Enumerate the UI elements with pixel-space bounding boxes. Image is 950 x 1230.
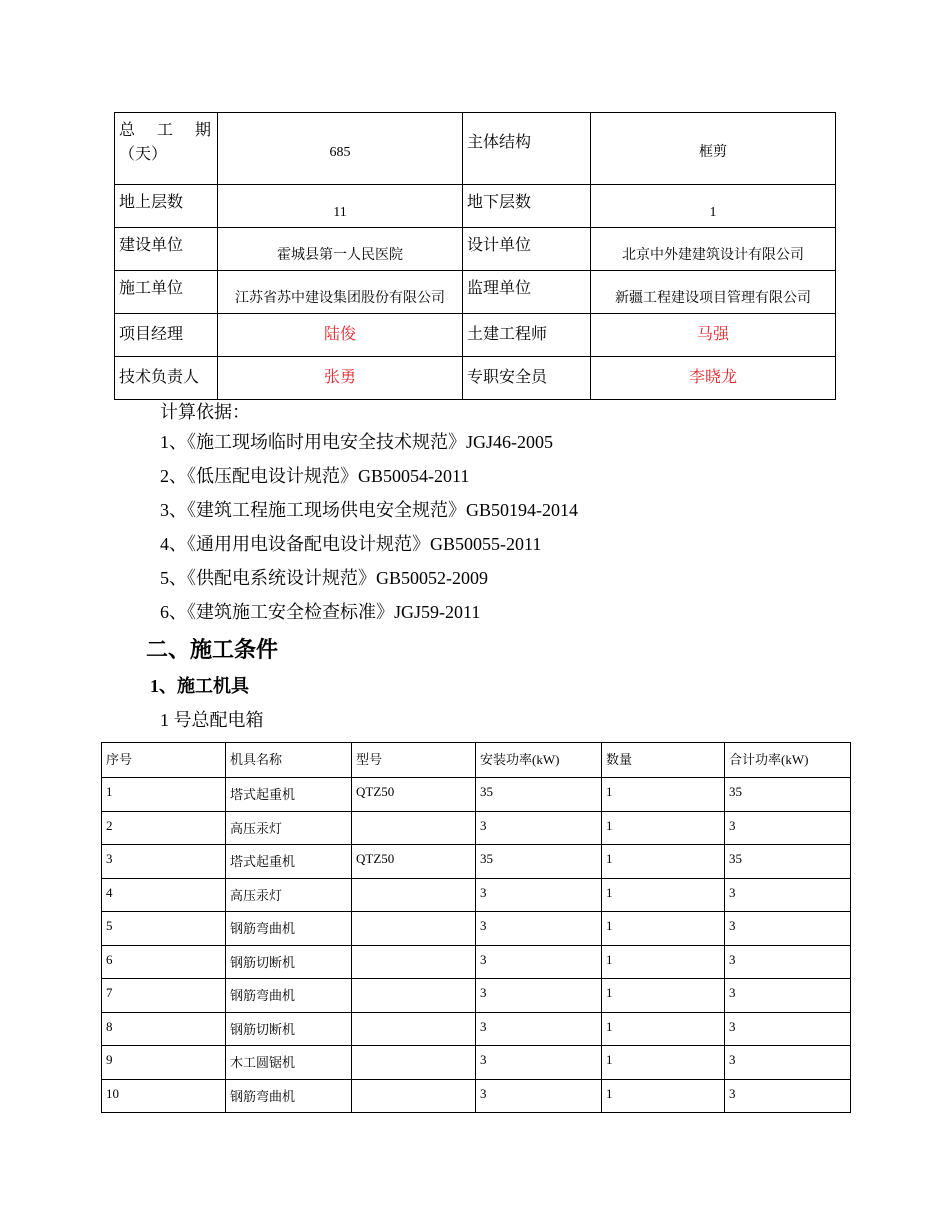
table-cell	[352, 979, 476, 1013]
table-cell: 塔式起重机	[226, 845, 352, 879]
table-cell: 钢筋弯曲机	[226, 1079, 352, 1113]
tech-lead-label: 技术负责人	[115, 357, 218, 400]
table-cell: 钢筋弯曲机	[226, 979, 352, 1013]
table-cell: 10	[102, 1079, 226, 1113]
basis-item: 3、《建筑工程施工现场供电安全规范》GB50194-2014	[160, 500, 578, 520]
equipment-table	[101, 742, 851, 1113]
header-cell: 型号	[352, 743, 476, 778]
project-info-table	[114, 112, 836, 400]
table-cell: 5	[102, 912, 226, 946]
table-cell: QTZ50	[352, 845, 476, 879]
owner-label: 建设单位	[115, 228, 218, 271]
basis-item: 5、《供配电系统设计规范》GB50052-2009	[160, 568, 488, 588]
table-cell: 3	[476, 945, 602, 979]
table-cell	[352, 878, 476, 912]
table-cell: 35	[725, 845, 851, 879]
table-cell: 木工圆锯机	[226, 1046, 352, 1080]
supervisor-label: 监理单位	[463, 271, 591, 314]
table-cell: 4	[102, 878, 226, 912]
header-cell: 数量	[602, 743, 725, 778]
table-cell: 高压汞灯	[226, 811, 352, 845]
table-cell: 3	[476, 1012, 602, 1046]
designer-value: 北京中外建建筑设计有限公司	[591, 228, 836, 271]
table-cell	[352, 945, 476, 979]
calculation-basis	[160, 398, 578, 632]
table-cell: 3	[476, 811, 602, 845]
civil-engineer-label: 土建工程师	[463, 314, 591, 357]
pm-label: 项目经理	[115, 314, 218, 357]
pm-value: 陆俊	[218, 314, 463, 357]
table-cell: 钢筋切断机	[226, 945, 352, 979]
table-cell: 8	[102, 1012, 226, 1046]
safety-officer-value: 李晓龙	[591, 357, 836, 400]
main-structure-value: 框剪	[591, 113, 836, 185]
table-row	[102, 1012, 851, 1046]
header-cell: 序号	[102, 743, 226, 778]
basis-item: 6、《建筑施工安全检查标准》JGJ59-2011	[160, 602, 481, 622]
table-cell: 3	[725, 1079, 851, 1113]
tech-lead-value: 张勇	[218, 357, 463, 400]
table-row	[102, 1046, 851, 1080]
info-row-officers	[115, 357, 836, 400]
floors-below-value: 1	[591, 185, 836, 228]
table-cell: 3	[476, 1079, 602, 1113]
table-cell: 3	[725, 1046, 851, 1080]
info-row-contractor	[115, 271, 836, 314]
section-subheading: 1、施工机具	[150, 676, 249, 696]
table-cell: 3	[725, 811, 851, 845]
table-cell: 7	[102, 979, 226, 1013]
total-period-value: 685	[218, 113, 463, 185]
table-cell: 9	[102, 1046, 226, 1080]
distribution-box-title: 1 号总配电箱	[160, 710, 264, 730]
civil-engineer-value: 马强	[591, 314, 836, 357]
table-cell: 钢筋切断机	[226, 1012, 352, 1046]
table-cell: 3	[476, 979, 602, 1013]
table-cell: QTZ50	[352, 778, 476, 812]
table-row	[102, 811, 851, 845]
supervisor-value: 新疆工程建设项目管理有限公司	[591, 271, 836, 314]
table-cell: 1	[102, 778, 226, 812]
basis-item: 2、《低压配电设计规范》GB50054-2011	[160, 466, 470, 486]
info-row-floors	[115, 185, 836, 228]
contractor-label: 施工单位	[115, 271, 218, 314]
table-cell: 3	[725, 945, 851, 979]
header-cell: 合计功率(kW)	[725, 743, 851, 778]
floors-above-value: 11	[218, 185, 463, 228]
table-row	[102, 912, 851, 946]
designer-label: 设计单位	[463, 228, 591, 271]
table-cell: 3	[725, 979, 851, 1013]
table-cell: 1	[602, 912, 725, 946]
table-cell: 2	[102, 811, 226, 845]
table-cell	[352, 1046, 476, 1080]
table-cell	[352, 1012, 476, 1046]
info-row-managers	[115, 314, 836, 357]
table-cell: 3	[725, 1012, 851, 1046]
main-structure-label: 主体结构	[463, 113, 591, 185]
table-cell: 高压汞灯	[226, 878, 352, 912]
table-cell: 6	[102, 945, 226, 979]
table-cell	[352, 1079, 476, 1113]
table-cell: 钢筋弯曲机	[226, 912, 352, 946]
basis-item: 4、《通用用电设备配电设计规范》GB50055-2011	[160, 534, 542, 554]
basis-item: 1、《施工现场临时用电安全技术规范》JGJ46-2005	[160, 432, 554, 452]
table-row	[102, 945, 851, 979]
table-cell: 3	[725, 912, 851, 946]
basis-title: 计算依据：	[160, 402, 250, 422]
table-cell: 1	[602, 1046, 725, 1080]
table-cell: 3	[476, 1046, 602, 1080]
table-cell: 3	[476, 878, 602, 912]
table-row	[102, 878, 851, 912]
table-cell: 3	[725, 878, 851, 912]
table-cell: 1	[602, 945, 725, 979]
table-cell: 1	[602, 878, 725, 912]
table-cell: 1	[602, 811, 725, 845]
table-cell	[352, 912, 476, 946]
table-row	[102, 778, 851, 812]
floors-above-label: 地上层数	[115, 185, 218, 228]
table-row	[102, 1079, 851, 1113]
table-row	[102, 845, 851, 879]
table-cell: 35	[476, 845, 602, 879]
table-cell: 1	[602, 979, 725, 1013]
table-cell: 1	[602, 1079, 725, 1113]
table-row	[102, 979, 851, 1013]
info-row-period	[115, 113, 836, 185]
table-cell: 1	[602, 845, 725, 879]
info-row-owner	[115, 228, 836, 271]
section-heading: 二、施工条件	[146, 637, 279, 662]
contractor-value: 江苏省苏中建设集团股份有限公司	[218, 271, 463, 314]
table-cell	[352, 811, 476, 845]
safety-officer-label: 专职安全员	[463, 357, 591, 400]
table-cell: 1	[602, 778, 725, 812]
floors-below-label: 地下层数	[463, 185, 591, 228]
header-cell: 机具名称	[226, 743, 352, 778]
table-cell: 35	[476, 778, 602, 812]
table-cell: 3	[102, 845, 226, 879]
table-cell: 1	[602, 1012, 725, 1046]
owner-value: 霍城县第一人民医院	[218, 228, 463, 271]
table-cell: 塔式起重机	[226, 778, 352, 812]
table-header-row	[102, 743, 851, 778]
table-cell: 3	[476, 912, 602, 946]
header-cell: 安装功率(kW)	[476, 743, 602, 778]
table-cell: 35	[725, 778, 851, 812]
total-period-label: 总 工 期 （天）	[115, 113, 218, 185]
